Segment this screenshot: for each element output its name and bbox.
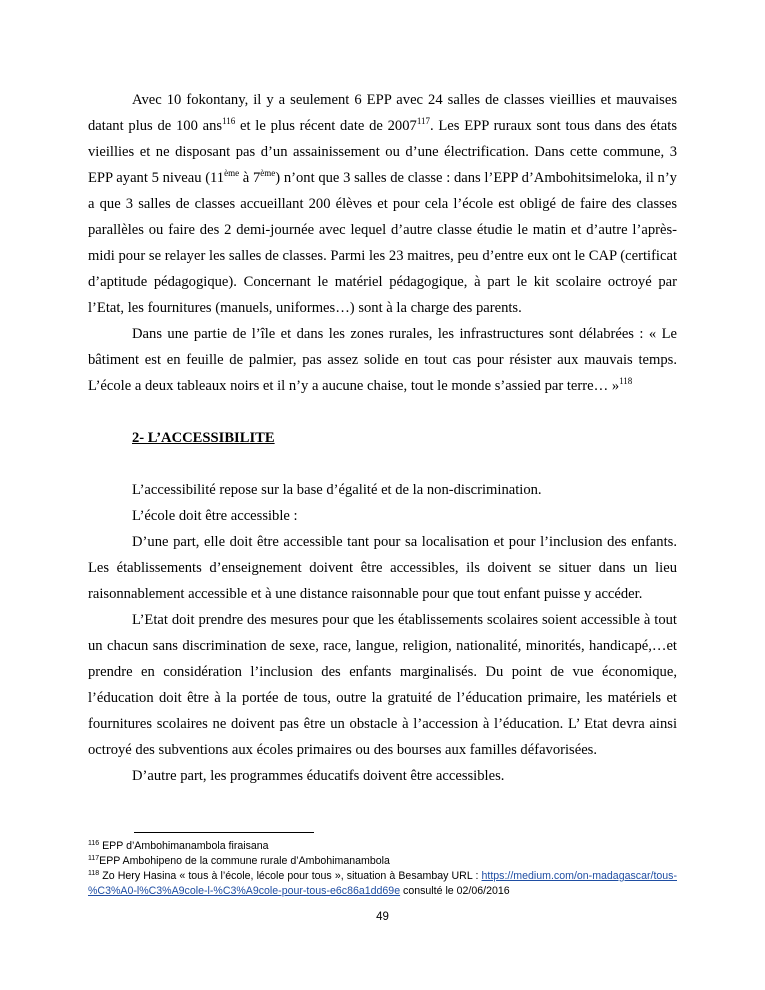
footnote-separator <box>134 832 314 833</box>
paragraph-location-inclusion: D’une part, elle doit être accessible tant pour sa localisation et pour l’inclusion des enfants. Les établissements d’enseignement doivent être accessibles, ils doivent se situer dans un lieu raisonnablement accessible et à une distance raisonnable pour que tout enfant puisse y accéder. <box>88 534 677 602</box>
footnotes <box>88 839 677 899</box>
paragraph-programs: D’autre part, les programmes éducatifs doivent être accessibles. <box>132 768 505 784</box>
section-heading: 2- L’ACCESSIBILITE <box>132 430 275 446</box>
paragraph-accessibility-basis: L’accessibilité repose sur la base d’égalité et de la non-discrimination. <box>132 482 542 498</box>
footnote-116: $^{116}$ EPP d’Ambohimanambola firaisana <box>88 840 269 852</box>
body-text <box>88 87 677 789</box>
footnote-ref-117[interactable]: 117 <box>416 116 430 126</box>
footnote-118-link[interactable]: https://medium.com/on-madagascar/tous-%C3%A0-l%C3%A9cole-l-%C3%A9cole-pour-tous-e6c86a1dd69e <box>88 870 677 897</box>
paragraph-infrastructure: Dans une partie de l’île et dans les zones rurales, les infrastructures sont délabrées : « Le bâtiment est en feuille de palmier, pas assez solide en tout cas pour résister aux mauvais temps. L’école a deux tableaux noirs et il n’y a aucune chaise, tout le monde s’assied par terre… »$^{118}$ <box>88 326 677 394</box>
footnote-117: $^{117}$EPP Ambohipeno de la commune rurale d’Ambohimanambola <box>88 855 390 867</box>
page-number: 49 <box>376 911 389 923</box>
footnote-ref-116[interactable]: 116 <box>222 116 236 126</box>
footnote-118: $^{118}$ Zo Hery Hasina « tous à l’école, lécole pour tous », situation à Besambay URL : https://medium.com/on-madagascar/tous-%C3%A0-l%C3%A9cole-l-%C3%A9cole-pour-tous-e6c86a1dd69e consulté le 02/06/2016 <box>88 870 677 897</box>
paragraph-school-accessible: L’école doit être accessible : <box>132 508 298 524</box>
paragraph-epp-status: Avec 10 fokontany, il y a seulement 6 EPP avec 24 salles de classes vieillies et mauvaises datant plus de 100 ans$^{116}$ et le plus récent date de 2007$^{117}$. Les EPP ruraux sont tous dans des états vieillies et ne disposant pas d’un assainissement ou d’une électrification. Dans cette commune, 3 EPP ayant 5 niveau (11ème à 7ème) n’ont que 3 salles de classe : dans l’EPP d’Ambohitsimeloka, il n’y a que 3 salles de classes accueillant 200 élèves et pour cela l’école est obligé de faire des classes parallèles ou faire des 2 demi-journée avec lequel d’autre classe étudie le matin et d’autre l’après-midi pour se relayer les salles de classes. Parmi les 23 maitres, peu d’entre eux ont le CAP (certificat d’aptitude pédagogique). Concernant le matériel pédagogique, à part le kit scolaire octroyé par l’Etat, les fournitures (manuels, uniformes…) sont à la charge des parents. <box>88 92 678 316</box>
footnote-ref-118[interactable]: 118 <box>619 376 633 386</box>
paragraph-state-measures: L’Etat doit prendre des mesures pour que les établissements scolaires soient accessible à tout un chacun sans discrimination de sexe, race, langue, religion, nationalité, minorités, handicapé,…et prendre en considération l’inclusion des enfants marginalisés. Du point de vue économique, l’éducation doit être à la portée de tous, outre la gratuité de l’éducation primaire, les matériels et fournitures scolaires ne doivent pas être un obstacle à l’accession à l’éducation. L’ Etat devra ainsi octroyé des subventions aux écoles primaires ou des bourses aux familles défavorisées. <box>88 612 677 758</box>
